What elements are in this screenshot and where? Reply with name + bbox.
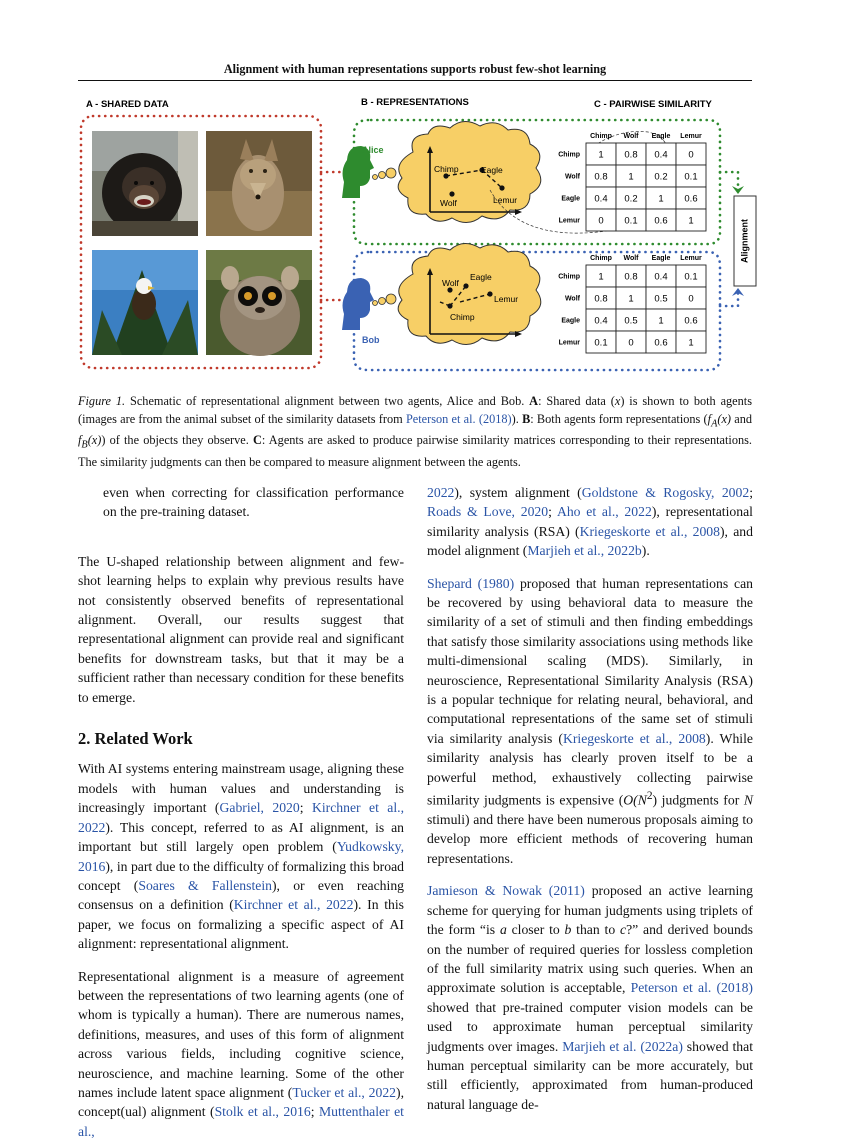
matrix-value: 1: [688, 215, 694, 227]
matrix-row-label: Chimp: [558, 273, 580, 281]
matrix-col-label: Wolf: [623, 133, 639, 140]
matrix-row-label: Lemur: [558, 217, 580, 225]
citation-link[interactable]: Shepard (1980): [427, 575, 515, 591]
citation-link[interactable]: Kriegeskorte et al., 2008: [579, 523, 720, 539]
bob-head-icon: [342, 278, 374, 330]
alice-point-label: Wolf: [440, 198, 457, 208]
matrix-value: 0: [628, 337, 634, 349]
alice-similarity-matrix: [558, 133, 706, 231]
citation-link[interactable]: Roads & Love, 2020: [427, 504, 549, 520]
citation-link[interactable]: Kirchner et al., 2022: [78, 800, 405, 835]
matrix-value: 0.6: [654, 215, 668, 227]
matrix-value: 0.1: [624, 215, 638, 227]
citation-link[interactable]: Kirchner et al., 2022: [233, 897, 354, 913]
matrix-row-label: Eagle: [561, 195, 580, 203]
figure-1: [78, 90, 772, 380]
matrix-value: 0.2: [654, 171, 668, 183]
bob-point-label: Eagle: [470, 272, 492, 282]
right-column: [427, 483, 753, 1114]
citation-link[interactable]: Peterson et al. (2018): [405, 411, 512, 426]
bob-label: Bob: [362, 335, 380, 345]
matrix-value: 0.6: [684, 315, 698, 327]
matrix-value: 0.4: [654, 149, 668, 161]
citation-link[interactable]: Marjieh et al., 2022b: [527, 543, 642, 559]
left-column: [78, 483, 404, 1141]
matrix-value: 1: [628, 171, 634, 183]
alice-point-label: Chimp: [434, 164, 459, 174]
image-eagle: [92, 250, 198, 355]
paragraph: Jamieson & Nowak (2011) proposed an active learning scheme for querying for human judgments using triplets of the form “is a closer to b than to c?” and derived bounds on the number of required queries for lossless completion of the full similarity matrix using such queries. When an approximate solution is acceptable, Peterson et al. (2018) showed that pre-trained computer vision models can be used to approximate human perceptual similarity judgments over images. Marjieh et al. (2022a) showed that human perceptual similarity can be more accurately, but still efficiently, approximated from human-produced natural language de-: [427, 883, 754, 1112]
paragraph: Shepard (1980) proposed that human representations can be recovered by using behavioral data to measure the similarity of a set of stimuli and then finding embeddings that satisfy those similarity associations using methods like multi-dimensional scaling (MDS). Similarly, in neuroscience, Representational Similarity Analysis (RSA) is a popular technique for relating neural, behavioral, and computational representations of the same set of stimuli via similarity analysis (Kriegeskorte et al., 2008). While similarity analysis has clearly proven itself to be a powerful method, exhaustively collecting pairwise similarity judgments is expensive ($O(N^2)$ judgments for N stimuli) and there have been numerous proposals aiming to develop more efficient methods of recovering human representations.: [427, 575, 753, 866]
citation-link[interactable]: Yudkowsky, 2016: [78, 839, 404, 874]
matrix-row-label: Wolf: [564, 295, 580, 303]
matrix-value: 1: [688, 337, 694, 349]
matrix-value: 1: [598, 271, 604, 283]
citation-link[interactable]: 2022: [427, 485, 455, 500]
matrix-value: 0.1: [594, 337, 608, 349]
paragraph: Representational alignment is a measure of agreement between the representations of two learning agents (one of whom is typically a human). There are numerous names, definitions, measures, and uses of this form of alignment across various fields, including cognitive science, neuroscience, and machine learning. Some of the other names include latent space alignment (Tucker et al., 2022), concept(ual) alignment (Stolk et al., 2016; Muttenthaler et al.,: [78, 968, 404, 1139]
matrix-col-label: Lemur: [680, 133, 702, 140]
matrix-value: 0.6: [684, 193, 698, 205]
matrix-row-label: Lemur: [558, 339, 580, 347]
matrix-value: 0.8: [624, 271, 638, 283]
citation-link[interactable]: Gabriel, 2020: [219, 800, 300, 816]
alignment-label: Alignment: [739, 219, 750, 263]
paragraph: With AI systems entering mainstream usage, aligning these models with human values and understanding is increasingly important (Gabriel, 2020; Kirchner et al., 2022). This concept, referred to as AI alignment, is an important but still largely open problem (Yudkowsky, 2016), in part due to the difficulty of formalizing this broad concept (Soares & Fallenstein), or even reaching consensus on a definition (Kirchner et al., 2022). In this paper, we focus on formalizing a specific aspect of AI alignment: representational alignment.: [78, 761, 405, 952]
citation-link[interactable]: Soares & Fallenstein: [138, 877, 272, 893]
matrix-value: 0.8: [594, 171, 608, 183]
alice-point-label: Eagle: [481, 165, 503, 175]
matrix-col-label: Eagle: [651, 133, 671, 140]
matrix-value: 1: [628, 293, 634, 305]
matrix-value: 0.8: [624, 149, 638, 161]
matrix-value: 0.4: [594, 315, 608, 327]
panel-a-title: A - SHARED DATA: [86, 99, 169, 110]
matrix-value: 0: [688, 149, 694, 161]
paragraph: The U-shaped relationship between alignment and few-shot learning helps to explain why previous results have not consistently observed benefits of representational alignment. Overall, our results suggest that representational alignment can provide real and significant benefits for downstream tasks, but that it may be a sufficient rather than necessary condition for these benefits to emerge.: [78, 553, 404, 705]
matrix-value: 0.4: [654, 271, 668, 283]
bob-point-label: Chimp: [450, 312, 475, 322]
matrix-col-label: Chimp: [590, 133, 612, 140]
citation-link[interactable]: Goldstone & Rogosky, 2002: [581, 485, 750, 500]
image-chimpanzee: [92, 131, 198, 236]
matrix-value: 0.4: [594, 193, 608, 205]
arrow-icon: [732, 186, 744, 194]
bob-thought-cloud: [398, 243, 541, 344]
matrix-col-label: Eagle: [651, 255, 671, 262]
citation-link[interactable]: Peterson et al. (2018): [630, 980, 753, 996]
citation-link[interactable]: Jamieson & Nowak (2011): [427, 883, 585, 899]
section-heading: 2. Related Work: [78, 729, 193, 749]
matrix-value: 1: [658, 315, 664, 327]
matrix-value: 0: [688, 293, 694, 305]
matrix-row-label: Wolf: [564, 173, 580, 181]
figure-caption: Figure 1. Schematic of representational alignment between two agents, Alice and Bob. A: Shared data (x) is shown to both agents (images are from the animal subset of the similarity datasets from Peterson et al. (2018)). B: Both agents form representations ($f_A(x)$ and $f_B(x)$) of the objects they observe. C: Agents are asked to produce pairwise similarity matrices corresponding to their representations. The similarity judgments can then be compared to measure alignment between the agents.: [78, 394, 752, 470]
caption-label: Figure 1.: [78, 394, 126, 408]
matrix-value: 0.1: [684, 171, 698, 183]
citation-link[interactable]: Kriegeskorte et al., 2008: [562, 730, 706, 746]
alice-label: Alice: [362, 145, 384, 155]
matrix-value: 1: [658, 193, 664, 205]
matrix-row-label: Eagle: [561, 317, 580, 325]
panel-b-title: B - REPRESENTATIONS: [361, 97, 469, 108]
matrix-value: 0: [598, 215, 604, 227]
matrix-value: 0.5: [624, 315, 638, 327]
matrix-value: 0.6: [654, 337, 668, 349]
bob-similarity-matrix: [558, 255, 706, 353]
matrix-row-label: Chimp: [558, 151, 580, 159]
image-wolf: [206, 131, 312, 236]
paragraph: even when correcting for classification performance on the pre-training dataset.: [103, 485, 404, 520]
matrix-col-label: Wolf: [623, 255, 639, 262]
matrix-value: 1: [598, 149, 604, 161]
matrix-value: 0.8: [594, 293, 608, 305]
matrix-value: 0.2: [624, 193, 638, 205]
matrix-value: 0.1: [684, 271, 698, 283]
alice-point-label: Lemur: [493, 195, 518, 205]
header-rule: [78, 80, 752, 81]
bob-point-label: Wolf: [442, 278, 459, 288]
citation-link[interactable]: Stolk et al., 2016: [214, 1104, 311, 1120]
matrix-col-label: Lemur: [680, 255, 702, 262]
matrix-value: 0.5: [654, 293, 668, 305]
matrix-col-label: Chimp: [590, 255, 612, 262]
panel-c-title: C - PAIRWISE SIMILARITY: [594, 99, 712, 110]
citation-link[interactable]: Marjieh et al. (2022a): [562, 1038, 683, 1054]
bob-point-label: Lemur: [494, 294, 519, 304]
running-title: Alignment with human representations supports robust few-shot learning: [223, 62, 607, 76]
citation-link[interactable]: Muttenthaler et al.,: [78, 1104, 404, 1139]
image-lemur: [206, 250, 312, 355]
paragraph: 2022), system alignment (Goldstone & Rogosky, 2002; Roads & Love, 2020; Aho et al., 2022), representational similarity analysis (RSA) (Kriegeskorte et al., 2008), and model alignment (Marjieh et al., 2022b).: [427, 485, 754, 559]
citation-link[interactable]: Aho et al., 2022: [556, 504, 652, 520]
citation-link[interactable]: Tucker et al., 2022: [292, 1084, 397, 1100]
